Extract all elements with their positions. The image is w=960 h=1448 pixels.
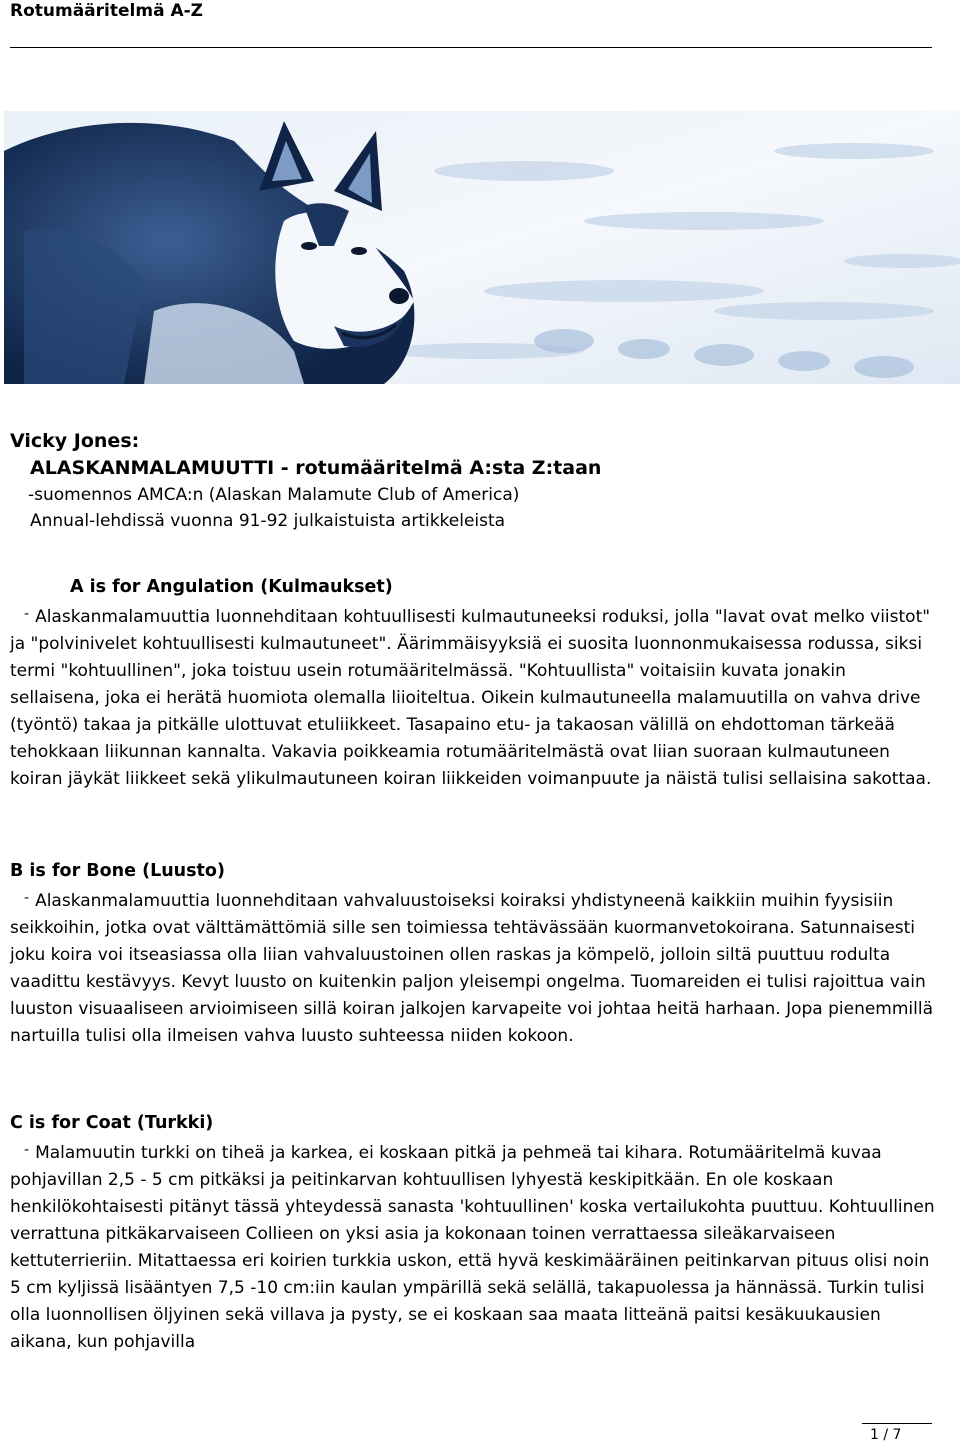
- header-divider: [10, 47, 932, 48]
- footer-divider: [862, 1423, 932, 1424]
- article-subtitle: -suomennos AMCA:n (Alaskan Malamute Club of America): [28, 485, 520, 505]
- malamute-photo-icon: [4, 111, 960, 384]
- section-heading: A is for Angulation (Kulmaukset): [70, 577, 393, 597]
- section-angulation: [10, 574, 940, 793]
- author-name: Vicky Jones:: [10, 430, 140, 452]
- section-body: [10, 1137, 940, 1356]
- article-title: ALASKANMALAMUUTTI - rotumääritelmä A:sta Z:taan: [30, 457, 602, 479]
- malamute-banner-image: [4, 111, 960, 384]
- article-subtitle: Annual-lehdissä vuonna 91-92 julkaistuista artikkeleista: [30, 511, 506, 531]
- section-text: Alaskanmalamuuttia luonnehditaan vahvaluustoiseksi koiraksi yhdistyneenä kaikkiin muihin fyysisiin seikkoihin, jotka ovat välttämättömiä sille sen toimiessa tehtävässään kuormanvetokoirana. Satunnaisesti joku koira voi itseasiassa olla liian vahvaluustoinen ollen raskas ja kömpelö, jolloin siltä puuttuu rodulta vaadittu kestävyys. Kevyt luusto on kuitenkin paljon yleisempi ongelma. Tuomareiden ei tulisi rajoittua vain luuston visuaaliseen arvioimiseen sillä koiran jalkojen karvapeite voi johtaa heitä harhaan. Jopa pienemmillä nartuilla tulisi olla ilmeisen vahva luusto suhteessa niiden kokoon.: [10, 891, 934, 1046]
- section-heading: C is for Coat (Turkki): [10, 1113, 214, 1133]
- document-title: Rotumääritelmä A-Z: [10, 1, 203, 21]
- section-coat: [10, 1110, 940, 1356]
- section-text: Alaskanmalamuuttia luonnehditaan kohtuullisesti kulmautuneeksi roduksi, jolla "lavat ovat melko viistot" ja "polvinivelet kohtuullisesti kulmautuneet". Äärimmäisyyksiä ei suosita luonnonmukaisessa rodussa, siksi termi "kohtuullinen", joka toistuu usein rotumääritelmässä. "Kohtuullista" voitaisiin kuvata jonakin sellaisena, joka ei herätä huomiota olemalla liioiteltua. Oikein kulmautuneella malamuutilla on vahva drive (työntö) takaa ja pitkälle ulottuvat etuliikkeet. Tasapaino etu- ja takaosan välillä on ehdottoman tärkeää tehokkaan liikunnan kannalta. Vakavia poikkeamia rotumääritelmästä ovat liian suoraan kulmautuneen koiran jäykät liikkeet sekä ylikulmautuneen koiran liikkeiden voimanpuute ja näistä tulisi sellaisina sakottaa.: [10, 607, 932, 789]
- dash-marker: -: [24, 890, 30, 906]
- article-intro: [10, 428, 601, 534]
- section-heading: B is for Bone (Luusto): [10, 861, 225, 881]
- dash-marker: -: [24, 606, 30, 622]
- section-body: [10, 885, 940, 1050]
- section-body: [10, 601, 940, 793]
- page-number: 1 / 7: [870, 1427, 902, 1443]
- section-text: Malamuutin turkki on tiheä ja karkea, ei koskaan pitkä ja pehmeä tai kihara. Rotumääritelmä kuvaa pohjavillan 2,5 - 5 cm pitkäksi ja peitinkarvan kohtuullisen lyhyestä keskipitkään. En ole koskaan henkilökohtaisesti pitänyt tässä yhteydessä sanasta 'kohtuullinen' koska vertailukohta puuttuu. Kohtuullinen verrattuna pitkäkarvaiseen Collieen on yksi asia ja kokonaan toinen verrattaessa sileäkarvaiseen kettuterrieriin. Mitattaessa eri koirien turkkia uskon, että hyvä keskimääräinen peitinkarvan pituus olisi noin 5 cm kyljissä lisääntyen 7,5 -10 cm:iin kaulan ympärillä sekä selällä, takapuolessa ja hännässä. Turkin tulisi olla luonnollisen öljyinen sekä villava ja pysty, se ei koskaan saa maata litteänä paitsi kesäkuukausien aikana, kun pohjavilla: [10, 1143, 935, 1352]
- dash-marker: -: [24, 1142, 30, 1158]
- section-bone: [10, 858, 940, 1050]
